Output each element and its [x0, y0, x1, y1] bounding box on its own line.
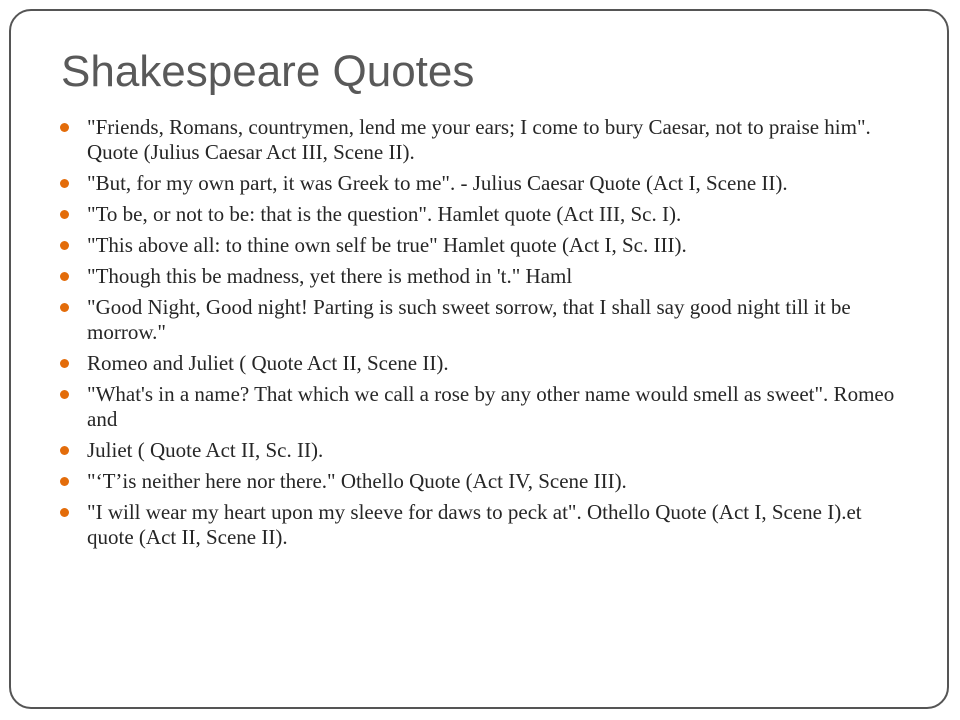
bullet-text: "What's in a name? That which we call a rose by any other name would smell as sweet". Romeo and	[87, 382, 895, 431]
bullet-dot-icon	[60, 303, 69, 312]
bullet-dot-icon	[60, 477, 69, 486]
bullet-dot-icon	[60, 179, 69, 188]
bullet-dot-icon	[60, 508, 69, 517]
bullet-item	[60, 382, 902, 432]
bullet-item	[60, 115, 902, 165]
bullet-text: "This above all: to thine own self be true" Hamlet quote (Act I, Sc. III).	[87, 233, 687, 257]
bullet-text: "Though this be madness, yet there is method in 't." Haml	[87, 264, 573, 288]
bullet-item	[60, 295, 902, 345]
bullet-text: "But, for my own part, it was Greek to me". - Julius Caesar Quote (Act I, Scene II).	[87, 171, 788, 195]
bullet-dot-icon	[60, 123, 69, 132]
bullet-text: "To be, or not to be: that is the question". Hamlet quote (Act III, Sc. I).	[87, 202, 682, 226]
bullet-list	[60, 115, 902, 556]
bullet-dot-icon	[60, 272, 69, 281]
bullet-text: "Good Night, Good night! Parting is such sweet sorrow, that I shall say good night till it be morrow."	[87, 295, 851, 344]
bullet-item	[60, 233, 902, 258]
bullet-item	[60, 171, 902, 196]
bullet-dot-icon	[60, 359, 69, 368]
bullet-text: "I will wear my heart upon my sleeve for daws to peck at". Othello Quote (Act I, Scene I).et quote (Act II, Scene II).	[87, 500, 862, 549]
bullet-dot-icon	[60, 390, 69, 399]
bullet-text: "‘T’is neither here nor there." Othello Quote (Act IV, Scene III).	[87, 469, 627, 493]
bullet-dot-icon	[60, 241, 69, 250]
bullet-dot-icon	[60, 446, 69, 455]
slide-title: Shakespeare Quotes	[61, 47, 475, 96]
bullet-text: "Friends, Romans, countrymen, lend me your ears; I come to bury Caesar, not to praise him". Quote (Julius Caesar Act III, Scene II).	[87, 115, 871, 164]
bullet-item	[60, 500, 902, 550]
bullet-text: Juliet ( Quote Act II, Sc. II).	[87, 438, 324, 462]
bullet-item	[60, 438, 902, 463]
bullet-item	[60, 469, 902, 494]
bullet-item	[60, 351, 902, 376]
bullet-dot-icon	[60, 210, 69, 219]
bullet-item	[60, 202, 902, 227]
bullet-text: Romeo and Juliet ( Quote Act II, Scene II).	[87, 351, 449, 375]
bullet-item	[60, 264, 902, 289]
